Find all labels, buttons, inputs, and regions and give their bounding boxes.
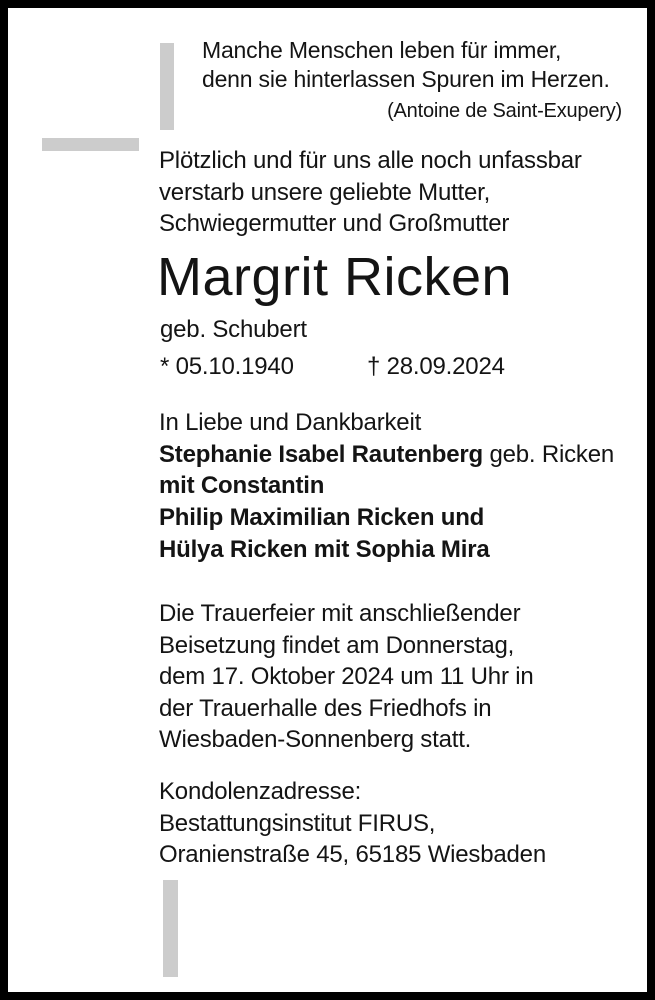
death-date: † 28.09.2024 [367,353,505,380]
funeral-line-2: Beisetzung findet am Donnerstag, [159,631,515,659]
funeral-line-1: Die Trauerfeier mit anschließender [159,600,521,627]
condolence-line-1: Kondolenzadresse: [159,778,362,805]
condolence-line-3: Oranienstraße 45, 65185 Wiesbaden [159,841,546,868]
funeral-line-3: dem 17. Oktober 2024 um 11 Uhr in [159,663,534,690]
mourners-line-4: Philip Maximilian Ricken und [159,504,485,532]
mourners-line-2 [159,439,614,471]
memorial-quote [202,36,622,124]
birth-date: * 05.10.1940 [160,353,294,380]
quote-line-1: Manche Menschen leben für immer, [202,37,562,63]
funeral-line-4: der Trauerhalle des Friedhofs in [159,694,492,722]
intro-line-1: Plötzlich und für uns alle noch unfassbar [159,147,582,174]
intro-line-2: verstarb unsere geliebte Mutter, [159,178,491,206]
condolence-address [159,776,546,871]
accent-bar-bottom [163,880,178,977]
deceased-name: Margrit Ricken [157,247,513,307]
intro-paragraph [159,145,582,240]
mourner-name-bold: Stephanie Isabel Rautenberg [159,440,484,468]
mourners-line-3: mit Constantin [159,472,325,500]
intro-line-3: Schwiegermutter und Großmutter [159,210,510,237]
mourners-line-1: In Liebe und Dankbarkeit [159,409,422,436]
deceased-maiden-name: geb. Schubert [160,316,307,343]
accent-bar-top [160,43,174,130]
quote-attribution: (Antoine de Saint-Exupery) [387,100,622,122]
accent-bar-left [42,138,139,151]
funeral-line-5: Wiesbaden-Sonnenberg statt. [159,726,472,753]
funeral-info [159,598,534,756]
condolence-line-2: Bestattungsinstitut FIRUS, [159,809,436,837]
life-dates [160,352,620,382]
mourners-list [159,407,614,566]
mourners-line-5: Hülya Ricken mit Sophia Mira [159,535,490,563]
mourner-name-suffix: geb. Ricken [483,440,615,468]
quote-line-2: denn sie hinterlassen Spuren im Herzen. [202,66,610,92]
